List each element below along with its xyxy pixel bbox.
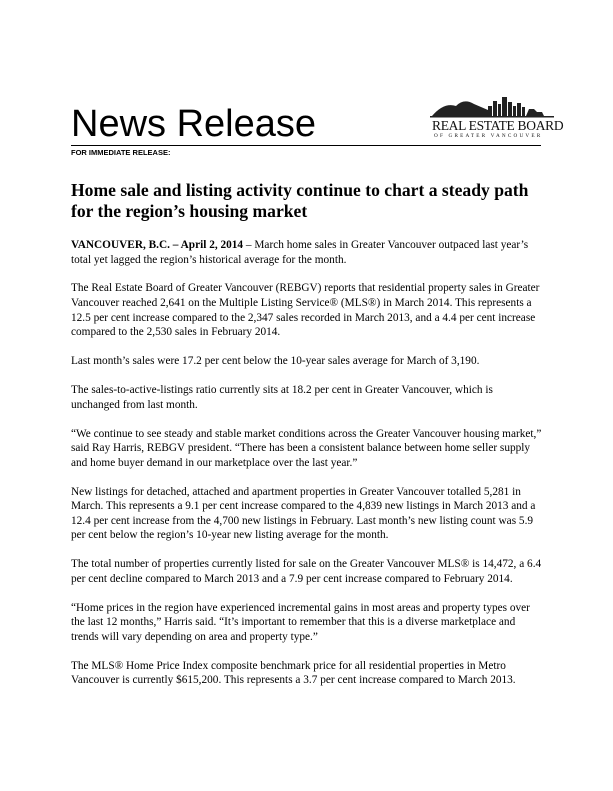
paragraph: “Home prices in the region have experienced incremental gains in most areas and property types over the last 12 months,” Harris said. “It’s important to remember that this is a diverse marketplace and trends will vary depending on area and property type.”: [71, 601, 530, 643]
paragraph: Last month’s sales were 17.2 per cent below the 10-year sales average for March of 3,190.: [71, 355, 480, 368]
dateline: VANCOUVER, B.C. – April 2, 2014: [71, 239, 244, 251]
paragraph: The total number of properties currently listed for sale on the Greater Vancouver MLS® is 14,472, a 6.4 per cent decline compared to March 2013 and a 7.9 per cent increase compared to February 2014.: [71, 558, 542, 585]
header-divider: [71, 145, 541, 146]
vancouver-skyline-icon: [430, 92, 554, 118]
paragraph-text: – March home sales in Greater Vancouver outpaced last year’s total yet lagged the region’s historical average for the month.: [71, 239, 529, 266]
paragraph: The Real Estate Board of Greater Vancouver (REBGV) reports that residential property sales in Greater Vancouver reached 2,641 on the Multiple Listing Service® (MLS®) in March 2014. This represents a 12.5 per cent increase compared to the 2,347 sales recorded in March 2013, and a 4.4 per cent increase compared to the 2,530 sales in February 2014.: [71, 282, 540, 339]
page-title: News Release: [71, 103, 316, 145]
paragraph: [71, 238, 543, 267]
paragraph: New listings for detached, attached and apartment properties in Greater Vancouver totalled 5,281 in March. This represents a 9.1 per cent increase compared to the 4,839 new listings in March 2013 and a 12.4 per cent increase from the 4,700 new listings in February. Last month’s new listing count was 5.9 per cent below the region’s 10-year new listing average for the month.: [71, 485, 536, 542]
headline: Home sale and listing activity continue to chart a steady path for the region’s housing market: [71, 180, 529, 221]
logo-wordmark: REAL ESTATE BOARD: [432, 118, 564, 133]
rebgv-logo: [430, 92, 564, 142]
paragraph: The sales-to-active-listings ratio currently sits at 18.2 per cent in Greater Vancouver, which is unchanged from last month.: [71, 384, 493, 411]
paragraph: The MLS® Home Price Index composite benchmark price for all residential properties in Metro Vancouver is currently $615,200. This represents a 3.7 per cent increase compared to March 2013.: [71, 659, 516, 687]
logo-subtitle: OF GREATER VANCOUVER: [434, 133, 543, 139]
article-body: [71, 238, 543, 702]
release-label: FOR IMMEDIATE RELEASE:: [71, 148, 171, 157]
paragraph: “We continue to see steady and stable market conditions across the Greater Vancouver housing market,” said Ray Harris, REBGV president. “There has been a consistent balance between home seller supply and home buyer demand in our marketplace over the last year.”: [71, 427, 542, 469]
